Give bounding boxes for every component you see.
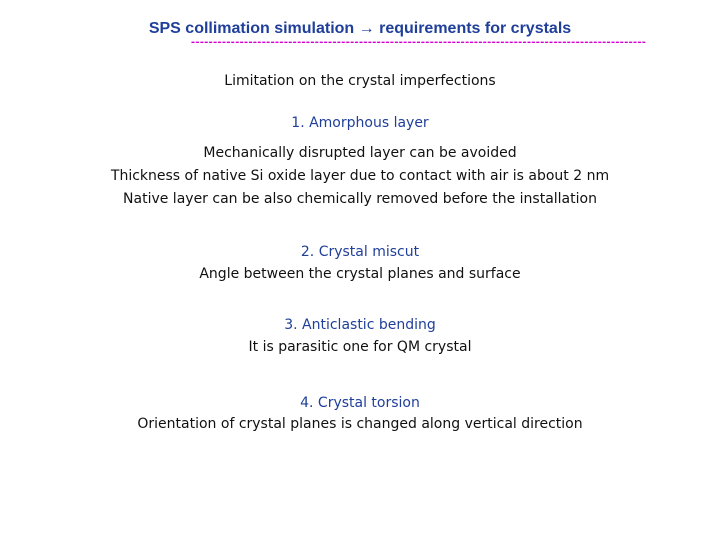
section-line: It is parasitic one for QM crystal [248,339,472,355]
section-line: Native layer can be also chemically removed before the installation [123,191,597,207]
section-line: Mechanically disrupted layer can be avoided [203,145,517,161]
section-heading-anticlastic-bending: 3. Anticlastic bending [284,317,436,333]
intro-text: Limitation on the crystal imperfections [224,73,496,89]
section-line: Angle between the crystal planes and surface [199,266,521,282]
section-heading-crystal-miscut: 2. Crystal miscut [300,244,420,260]
section-heading-crystal-torsion: 4. Crystal torsion [300,395,420,411]
section-heading-amorphous-layer: 1. Amorphous layer [291,115,429,131]
section-line: Orientation of crystal planes is changed along vertical direction [137,416,583,432]
slide-title: SPS collimation simulation → requirements for crystals [148,20,572,37]
title-divider: ------------------------------------------------------------------------------------------------------- [190,37,646,48]
section-line: Thickness of native Si oxide layer due to contact with air is about 2 nm [110,168,610,184]
